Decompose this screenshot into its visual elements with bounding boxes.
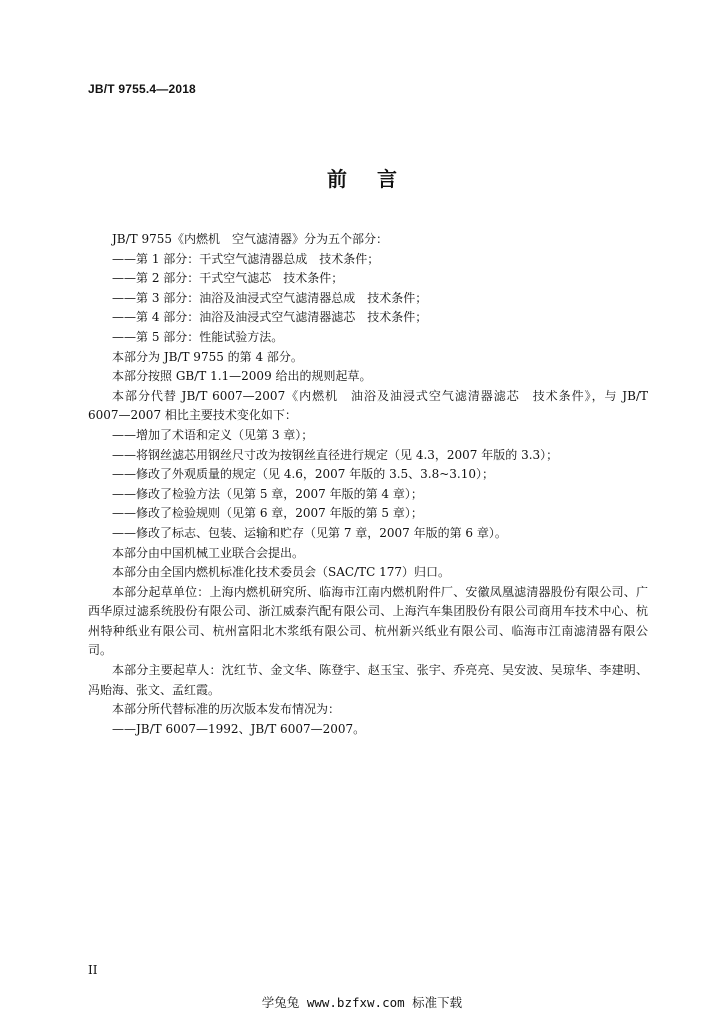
paragraph: 本部分由中国机械工业联合会提出。	[112, 545, 305, 560]
watermark-text: 学兔兔 www.bzfxw.com 标准下载	[261, 995, 463, 1010]
list-item: ——第 4 部分：油浴及油浸式空气滤清器滤芯 技术条件；	[112, 310, 428, 325]
list-item: ——修改了检验方法（见第 5 章，2007 年版的第 4 章）；	[112, 486, 423, 501]
paragraph: 本部分所代替标准的历次版本发布情况为：	[112, 702, 341, 717]
list-item: ——修改了标志、包装、运输和贮存（见第 7 章，2007 年版的第 6 章）。	[112, 525, 507, 540]
list-item: ——增加了术语和定义（见第 3 章）；	[112, 427, 314, 442]
list-item: ——修改了外观质量的规定（见 4.6，2007 年版的 3.5、3.8~3.10）；	[112, 467, 495, 482]
paragraph: 本部分主要起草人：沈红节、金文华、陈登宇、赵玉宝、张宇、乔亮亮、吴安波、吴琼华、李建明、冯贻海、张文、孟红霞。	[88, 663, 648, 697]
page-number: II	[88, 963, 98, 977]
standard-number: JB/T 9755.4—2018	[88, 82, 196, 96]
paragraph: 本部分由全国内燃机标准化技术委员会（SAC/TC 177）归口。	[112, 565, 451, 580]
list-item: ——第 3 部分：油浴及油浸式空气滤清器总成 技术条件；	[112, 290, 428, 305]
paragraph: 本部分代替 JB/T 6007—2007《内燃机 油浴及油浸式空气滤清器滤芯 技术条件》，与 JB/T 6007—2007 相比主要技术变化如下：	[88, 388, 648, 423]
paragraph: 本部分为 JB/T 9755 的第 4 部分。	[112, 349, 303, 364]
list-item: ——第 2 部分：干式空气滤芯 技术条件；	[112, 271, 344, 286]
list-item: ——第 5 部分：性能试验方法。	[112, 329, 284, 344]
list-item: ——将钢丝滤芯用钢丝尺寸改为按钢丝直径进行规定（见 4.3，2007 年版的 3.3）；	[112, 447, 559, 462]
paragraph: 本部分起草单位：上海内燃机研究所、临海市江南内燃机附件厂、安徽凤凰滤清器股份有限公司、广西华原过滤系统股份有限公司、浙江威泰汽配有限公司、上海汽车集团股份有限公司商用车技术中心、杭州特种纸业有限公司、杭州富阳北木浆纸有限公司、杭州新兴纸业有限公司、临海市江南滤清器有限公司。	[88, 584, 648, 658]
foreword-body	[88, 230, 648, 739]
list-item: ——第 1 部分：干式空气滤清器总成 技术条件；	[112, 251, 380, 266]
list-item: ——JB/T 6007—1992、JB/T 6007—2007。	[112, 721, 366, 736]
paragraph: 本部分按照 GB/T 1.1—2009 给出的规则起草。	[112, 369, 372, 384]
paragraph: JB/T 9755《内燃机 空气滤清器》分为五个部分：	[112, 232, 389, 246]
page-title: 前言	[327, 167, 427, 191]
list-item: ——修改了检验规则（见第 6 章，2007 年版的第 5 章）；	[112, 506, 423, 521]
